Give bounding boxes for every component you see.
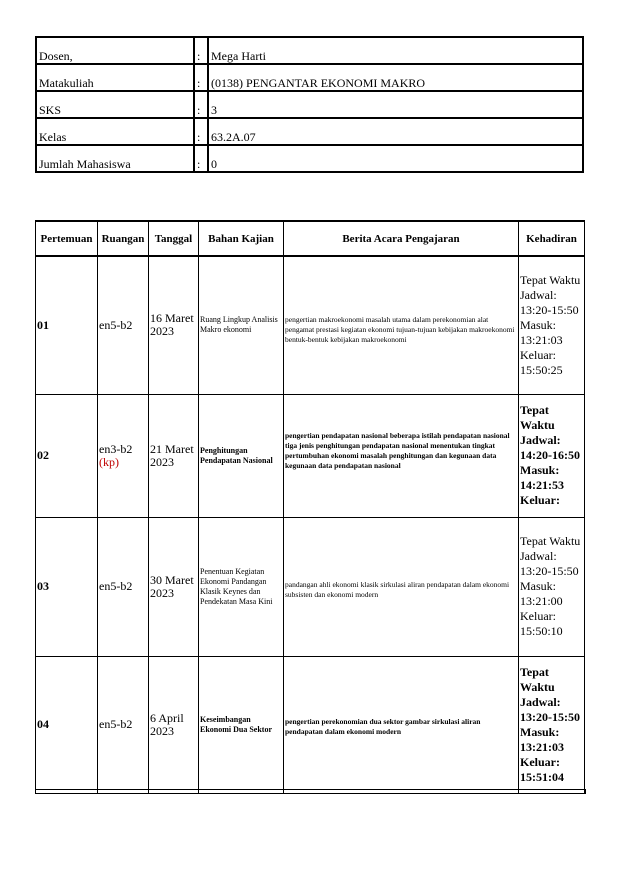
attendance [519,517,585,656]
info-value: 63.2A.07 [208,118,583,145]
teaching-notes: pengertian perekonomian dua sektor gambar sirkulasi aliran pendapatan dalam ekonomi modern [284,656,519,793]
attendance-out: Keluar: 15:50:25 [520,347,563,377]
meeting-date: 21 Maret 2023 [149,394,199,517]
info-separator: : [194,91,208,118]
info-row-kelas [36,118,583,145]
info-value: 3 [208,91,583,118]
info-label: Matakuliah [36,64,194,91]
header-ruangan: Ruangan [98,221,149,256]
info-value: (0138) PENGANTAR EKONOMI MAKRO [208,64,583,91]
room [98,256,149,394]
table-row [36,656,585,793]
room [98,517,149,656]
header-bahan-kajian: Bahan Kajian [199,221,284,256]
attendance-in: Masuk: 14:21:53 [520,463,564,492]
info-row-matakuliah [36,64,583,91]
teaching-notes: pengertian pendapatan nasional beberapa istilah pendapatan nasional tiga jenis penghitungan pendapatan nasional menentukan tingkat pertumbuhan ekonomi masalah penghitungan dan kegunaan data kegunaan data pendapatan nasional [284,394,519,517]
attendance-status: Tepat Waktu [520,272,581,287]
info-row-jumlah-mahasiswa [36,145,583,172]
attendance [519,256,585,394]
attendance [519,656,585,793]
attendance-schedule: Jadwal: 13:20-15:50 [520,694,580,724]
attendance-status: Tepat Waktu [520,403,555,432]
info-separator: : [194,118,208,145]
info-row-sks [36,91,583,118]
room-code: en3-b2 [99,441,133,456]
room-code: en5-b2 [99,579,133,593]
attendance [519,394,585,517]
attendance-out: Keluar: [520,493,560,507]
info-value: 0 [208,145,583,172]
teaching-notes: pengertian makroekonomi masalah utama dalam perekonomian alat pengamat prestasi kegiatan ekonomi tujuan-tujuan kebijakan makroekonomi bentuk-bentuk kebijakan makroekonomi [284,256,519,394]
info-label: Kelas [36,118,194,145]
attendance-out: Keluar: 15:51:04 [520,754,564,784]
table-row [36,256,585,394]
room-code: en5-b2 [99,717,133,731]
teaching-notes: pandangan ahli ekonomi klasik sirkulasi aliran pendapatan dalam ekonomi subsisten dan ekonomi modern [284,517,519,656]
table-row [36,394,585,517]
info-row-dosen [36,37,583,64]
attendance-schedule: Jadwal: 14:20-16:50 [520,433,580,462]
attendance-in: Masuk: 13:21:03 [520,317,563,347]
attendance-in: Masuk: 13:21:00 [520,579,563,608]
table-header-row [36,221,585,256]
room-code: en5-b2 [99,317,133,332]
attendance-schedule: Jadwal: 13:20-15:50 [520,287,579,317]
header-tanggal: Tanggal [149,221,199,256]
info-label: Jumlah Mahasiswa [36,145,194,172]
attendance-status: Tepat Waktu [520,534,581,548]
meeting-log-table [35,220,585,794]
info-separator: : [194,145,208,172]
room [98,656,149,793]
meeting-number: 04 [36,656,98,793]
topic: Ruang Lingkup Analisis Makro ekonomi [199,256,284,394]
info-label: Dosen, [36,37,194,64]
meeting-number: 01 [36,256,98,394]
meeting-date: 6 April 2023 [149,656,199,793]
attendance-schedule: Jadwal: 13:20-15:50 [520,549,579,578]
attendance-out: Keluar: 15:50:10 [520,609,563,638]
header-pertemuan: Pertemuan [36,221,98,256]
table-row [36,517,585,656]
info-separator: : [194,64,208,91]
attendance-status: Tepat Waktu [520,664,555,694]
topic: Penghitungan Pendapatan Nasional [199,394,284,517]
meeting-number: 03 [36,517,98,656]
topic: Keseimbangan Ekonomi Dua Sektor [199,656,284,793]
info-separator: : [194,37,208,64]
room-note: (kp) [99,454,119,469]
attendance-in: Masuk: 13:21:03 [520,724,564,754]
info-label: SKS [36,91,194,118]
table-continuation [35,789,586,794]
room [98,394,149,517]
info-value: Mega Harti [208,37,583,64]
meeting-number: 02 [36,394,98,517]
header-kehadiran: Kehadiran [519,221,585,256]
header-berita-acara: Berita Acara Pengajaran [284,221,519,256]
meeting-date: 16 Maret 2023 [149,256,199,394]
topic: Penentuan Kegiatan Ekonomi Pandangan Klasik Keynes dan Pendekatan Masa Kini [199,517,284,656]
meeting-date: 30 Maret 2023 [149,517,199,656]
course-info-table [35,36,584,173]
